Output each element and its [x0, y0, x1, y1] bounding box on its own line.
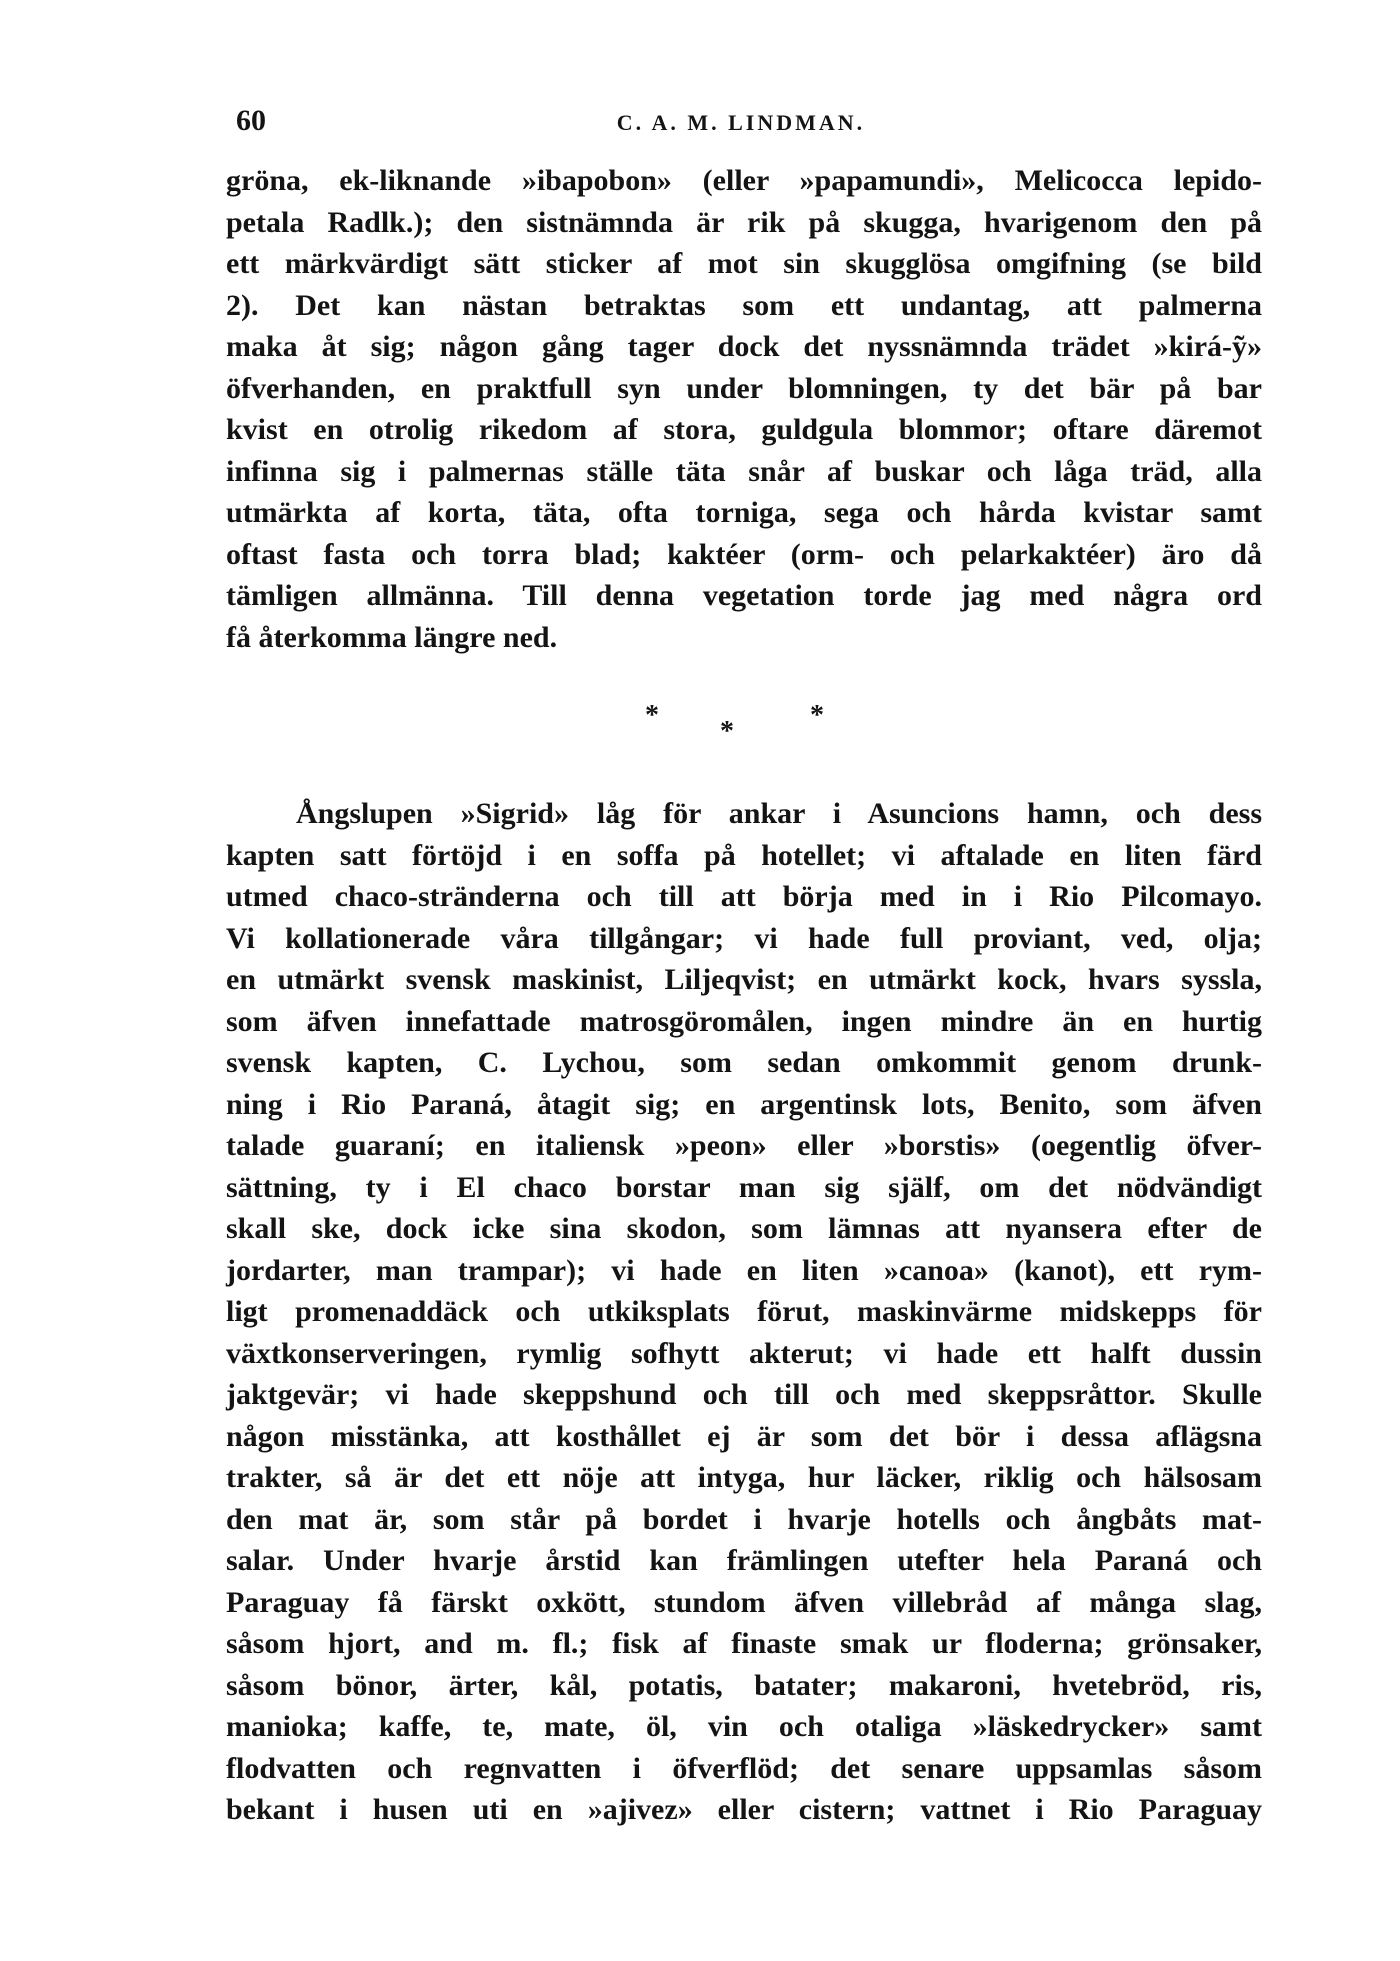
page-number: 60 — [236, 104, 266, 137]
text-line: skall ske, dock icke sina skodon, som lämnas att nyansera efter de — [226, 1212, 1262, 1245]
text-line: svensk kapten, C. Lychou, som sedan omkommit genom drunk- — [226, 1046, 1262, 1079]
text-line: infinna sig i palmernas ställe täta snår af buskar och låga träd, alla — [226, 454, 1262, 488]
text-line: Ångslupen »Sigrid» låg för ankar i Asuncions hamn, och dess — [296, 797, 1262, 830]
text-line: utmärkta af korta, täta, ofta torniga, sega och hårda kvistar samt — [226, 496, 1262, 529]
text-line: öfverhanden, en praktfull syn under blomningen, ty det bär på bar — [226, 371, 1262, 405]
text-line: 2). Det kan nästan betraktas som ett undantag, att palmerna — [226, 288, 1262, 322]
text-line: sättning, ty i El chaco borstar man sig själf, om det nödvändigt — [226, 1170, 1262, 1204]
text-line: ning i Rio Paraná, åtagit sig; en argentinsk lots, Benito, som äfven — [226, 1087, 1262, 1121]
asterisk: * — [810, 700, 824, 731]
text-line: såsom bönor, ärter, kål, potatis, batater; makaroni, hvetebröd, ris, — [226, 1668, 1262, 1702]
text-line: oftast fasta och torra blad; kaktéer (orm- och pelarkaktéer) äro då — [226, 537, 1262, 571]
paragraph-1 — [226, 160, 1262, 658]
text-line: få återkomma längre ned. — [226, 620, 558, 654]
text-line: Vi kollationerade våra tillgångar; vi hade full proviant, ved, olja; — [226, 921, 1262, 955]
text-line: flodvatten och regnvatten i öfverflöd; det senare uppsamlas såsom — [226, 1751, 1262, 1785]
text-line: talade guaraní; en italiensk »peon» eller »borstis» (oegentlig öfver- — [226, 1129, 1262, 1162]
text-line: jaktgevär; vi hade skeppshund och till och med skeppsråttor. Skulle — [226, 1378, 1262, 1411]
asterisk: * — [645, 700, 659, 731]
text-line: någon misstänka, att kosthållet ej är som det bör i dessa aflägsna — [226, 1419, 1262, 1453]
text-line: såsom hjort, and m. fl.; fisk af finaste smak ur floderna; grönsaker, — [226, 1627, 1262, 1660]
paragraph-2 — [226, 793, 1262, 1831]
asterisk: * — [720, 716, 734, 747]
text-line: manioka; kaffe, te, mate, öl, vin och otaliga »läskedrycker» samt — [226, 1710, 1262, 1743]
text-line: jordarter, man trampar); vi hade en liten »canoa» (kanot), ett rym- — [226, 1253, 1262, 1287]
text-line: Paraguay få färskt oxkött, stundom äfven villebråd af många slag, — [226, 1585, 1262, 1619]
running-head: C. A. M. LINDMAN. — [616, 110, 866, 135]
text-line: kvist en otrolig rikedom af stora, guldgula blommor; oftare däremot — [226, 413, 1262, 446]
text-line: som äfven innefattade matrosgöromålen, ingen mindre än en hurtig — [226, 1004, 1262, 1038]
text-line: ett märkvärdigt sätt sticker af mot sin skugglösa omgifning (se bild — [226, 247, 1262, 280]
text-line: bekant i husen uti en »ajivez» eller cistern; vattnet i Rio Paraguay — [226, 1793, 1262, 1826]
text-line: en utmärkt svensk maskinist, Liljeqvist; en utmärkt kock, hvars syssla, — [226, 963, 1262, 996]
text-line: kapten satt förtöjd i en soffa på hotellet; vi aftalade en liten färd — [226, 838, 1262, 872]
text-line: tämligen allmänna. Till denna vegetation torde jag med några ord — [226, 579, 1262, 612]
text-line: petala Radlk.); den sistnämnda är rik på skugga, hvarigenom den på — [226, 205, 1262, 239]
text-line: den mat är, som står på bordet i hvarje hotells och ångbåts mat- — [226, 1502, 1262, 1536]
page-header — [236, 104, 1246, 144]
text-line: gröna, ek-liknande »ibapobon» (eller »papamundi», Melicocca lepido- — [226, 164, 1262, 197]
text-line: maka åt sig; någon gång tager dock det nyssnämnda trädet »kirá-ỹ» — [226, 330, 1262, 363]
text-line: utmed chaco-stränderna och till att börja med in i Rio Pilcomayo. — [226, 880, 1262, 913]
text-line: ligt promenaddäck och utkiksplats förut, maskinvärme midskepps för — [226, 1295, 1262, 1328]
text-line: trakter, så är det ett nöje att intyga, hur läcker, riklig och hälsosam — [226, 1461, 1262, 1494]
text-line: salar. Under hvarje årstid kan främlingen utefter hela Paraná och — [226, 1544, 1262, 1577]
text-line: växtkonserveringen, rymlig sofhytt akterut; vi hade ett halft dussin — [226, 1336, 1262, 1370]
section-separator — [640, 700, 860, 760]
